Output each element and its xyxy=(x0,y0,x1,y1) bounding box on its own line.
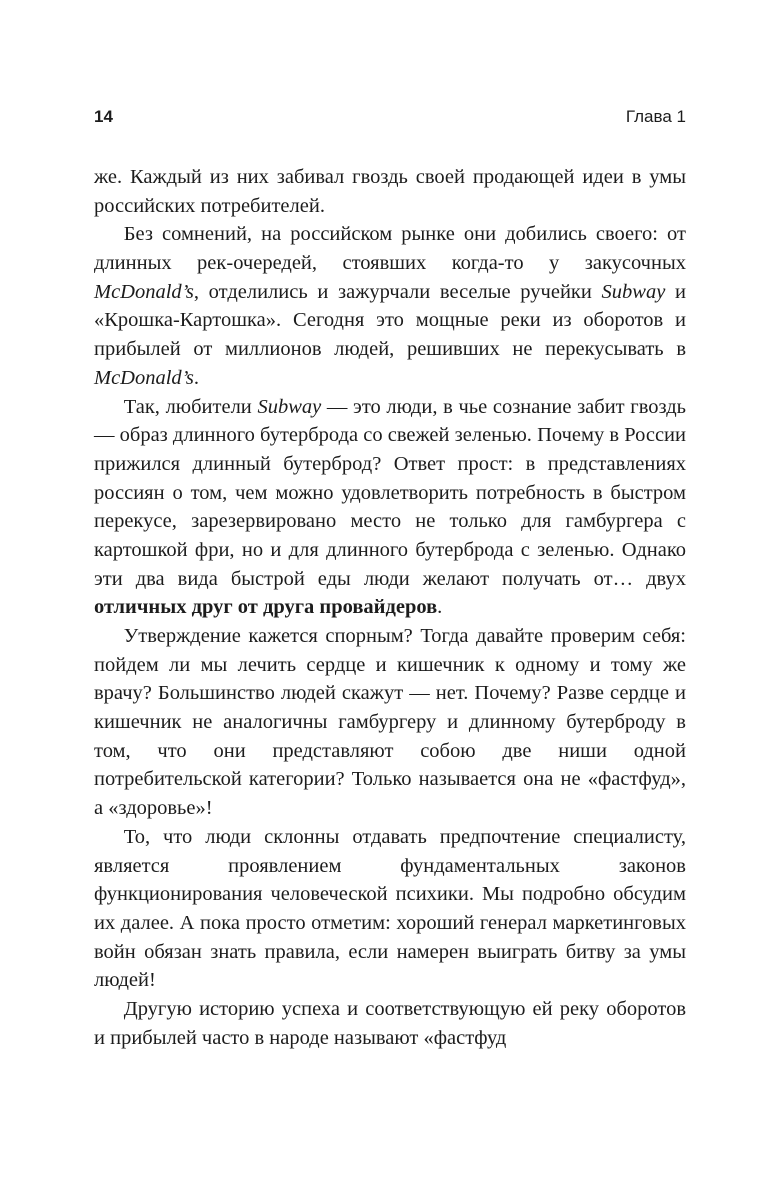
paragraph xyxy=(94,163,686,220)
bold-text-run: отличных друг от друга провайдеров xyxy=(94,596,438,619)
text-run: Другую историю успеха и соответствующую ей реку оборотов и прибылей часто в народе называют «фастфуд xyxy=(94,997,686,1049)
paragraph xyxy=(94,823,686,995)
paragraph xyxy=(94,220,686,392)
text-run: Утверждение кажется спорным? Тогда давайте проверим себя: пойдем ли мы лечить сердце и кишечник к одному и тому же врачу? Большинство людей скажут — нет. Почему? Разве сердце и кишечник не аналогичны гамбургеру и длинному бутерброду в том, что они представляют собою две ниши одной потребительской категории? Только называется она не «фастфуд», а «здоровье»! xyxy=(94,625,686,820)
paragraph xyxy=(94,393,686,623)
paragraph xyxy=(94,995,686,1052)
italic-text-run: Subway xyxy=(257,395,322,418)
italic-text-run: McDonald’s xyxy=(94,280,194,303)
running-head xyxy=(94,108,686,125)
chapter-title: Глава 1 xyxy=(625,107,686,126)
text-run: же. Каждый из них забивал гвоздь своей продающей идеи в умы российских потребителей. xyxy=(94,166,686,217)
italic-text-run: Subway xyxy=(601,280,666,303)
paragraph xyxy=(94,622,686,823)
text-run: . xyxy=(193,366,199,389)
text-run: — это люди, в чье сознание забит гвоздь — образ длинного бутерброда со свежей зеленью. Почему в России прижился длинный бутерброд? Ответ прост: в представлениях россиян о том, чем можно удовлетворить потребность в быстром перекусе, зарезервировано место не только для гамбургера с картошкой фри, но и для длинного бутерброда с зеленью. Однако эти два вида быстрой еды люди желают получать от… двух xyxy=(94,395,686,590)
page-body xyxy=(94,163,686,1052)
text-run: Без сомнений, на российском рынке они добились своего: от длинных рек-очередей, стоявших когда-то у закусочных xyxy=(94,223,686,275)
text-run: Так, любители xyxy=(123,395,258,418)
text-run: и «Крошка-Картошка». Сегодня это мощные реки из оборотов и прибылей от миллионов людей, решивших не перекусывать в xyxy=(94,280,686,361)
text-run: , отделились и зажурчали веселые ручейки xyxy=(193,280,602,303)
text-run: То, что люди склонны отдавать предпочтение специалисту, является проявлением фундаментальных законов функционирования человеческой психики. Мы подробно обсудим их далее. А пока просто отметим: хороший генерал маркетинговых войн обязан знать правила, если намерен выиграть битву за умы людей! xyxy=(94,825,686,992)
text-run: . xyxy=(437,596,443,619)
page-number: 14 xyxy=(94,107,113,126)
italic-text-run: McDonald’s xyxy=(94,366,194,389)
